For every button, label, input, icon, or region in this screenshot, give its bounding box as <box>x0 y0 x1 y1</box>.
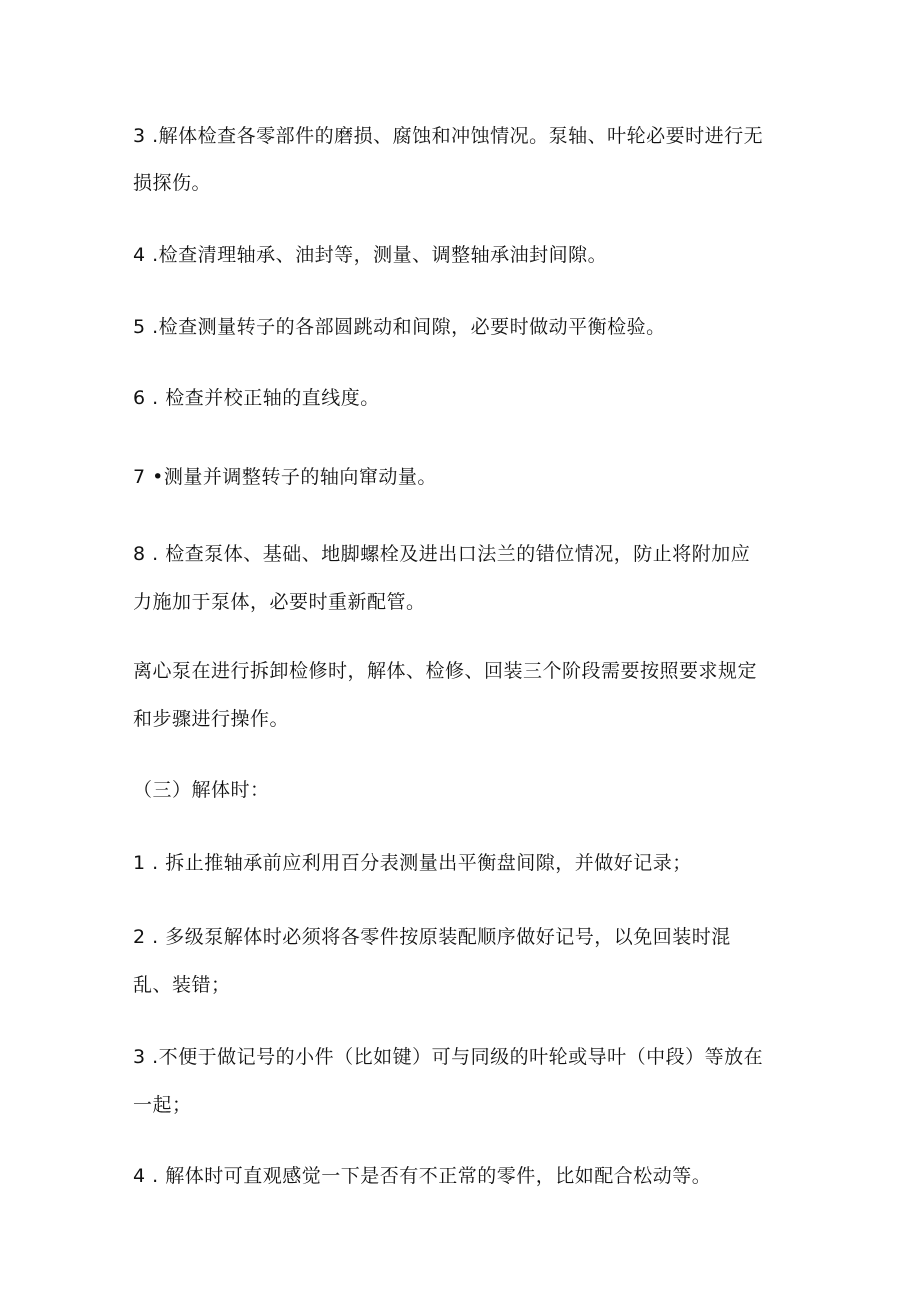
list-item-2-line-1: 2 . 多级泵解体时必须将各零件按原装配顺序做好记号，以免回装时混 <box>133 926 731 948</box>
paragraph-item-8-line-1: 8 . 检查泵体、基础、地脚螺栓及进出口法兰的错位情况，防止将附加应 <box>133 543 751 565</box>
list-item-3-line-2: 一起； <box>133 1094 192 1116</box>
list-item-2-line-2: 乱、装错； <box>133 974 231 996</box>
section-heading: （三）解体时： <box>133 779 270 801</box>
paragraph-item-7: 7 •测量并调整转子的轴向窜动量。 <box>133 466 437 488</box>
list-item-1: 1 . 拆止推轴承前应利用百分表测量出平衡盘间隙，并做好记录； <box>133 852 692 874</box>
list-item-4: 4 . 解体时可直观感觉一下是否有不正常的零件，比如配合松动等。 <box>133 1165 712 1187</box>
paragraph-item-3-line-2: 损探伤。 <box>133 172 212 194</box>
paragraph-intro-line-1: 离心泵在进行拆卸检修时，解体、检修、回装三个阶段需要按照要求规定 <box>133 660 758 682</box>
paragraph-item-4: 4 .检查清理轴承、油封等，测量、调整轴承油封间隙。 <box>133 244 608 266</box>
paragraph-item-6: 6 . 检查并校正轴的直线度。 <box>133 387 380 409</box>
paragraph-item-5: 5 .检查测量转子的各部圆跳动和间隙，必要时做动平衡检验。 <box>133 316 666 338</box>
paragraph-item-3-line-1: 3 .解体检查各零部件的磨损、腐蚀和冲蚀情况。泵轴、叶轮必要时进行无 <box>133 125 764 147</box>
list-item-3-line-1: 3 .不便于做记号的小件（比如键）可与同级的叶轮或导叶（中段）等放在 <box>133 1046 764 1068</box>
paragraph-intro-line-2: 和步骤进行操作。 <box>133 708 290 730</box>
paragraph-item-8-line-2: 力施加于泵体，必要时重新配管。 <box>133 591 426 613</box>
